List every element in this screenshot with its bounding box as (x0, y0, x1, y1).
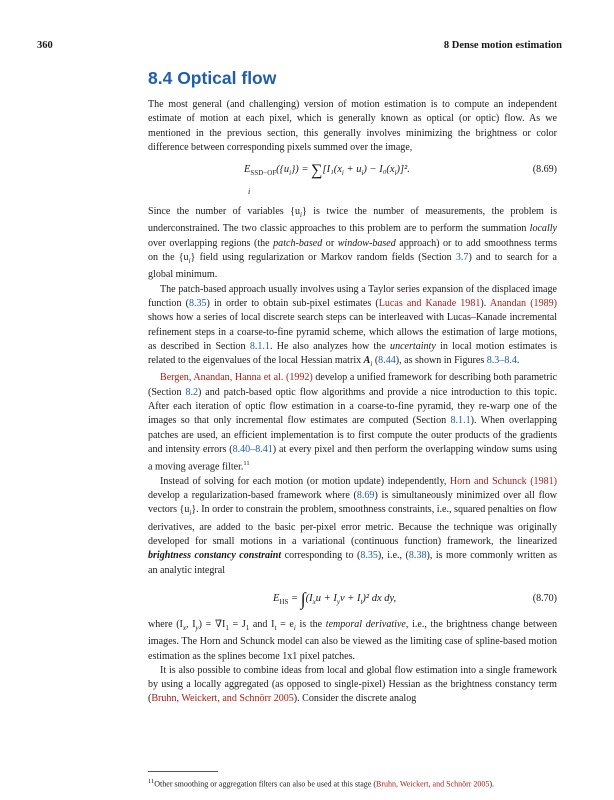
sum-index: i (248, 187, 251, 197)
paragraph-2: Since the number of variables $\{u_i\}$ is twice the number of measurements, the problem is underconstrained. The two classic approaches to this problem are to perform the summation locally over overlapping regions (the patch-based or window-based approach) or to add smoothness terms on the $\{u_i\}$ field using regularization or Markov random fields (Section 3.7) and to search for a global minimum. (148, 206, 557, 281)
ref-link[interactable]: 8.2 (185, 386, 198, 398)
citation-link[interactable]: Lucas and Kanade 1981 (378, 297, 481, 309)
ref-link[interactable]: 8.69 (356, 490, 375, 502)
equation-8-69 (148, 157, 557, 201)
paragraph-3: The patch-based approach usually involves using a Taylor series expansion of the displaced image function (8.35) in order to obtain sub-pixel estimates (Lucas and Kanade 1981). Anandan (1989) shows how a series of local discrete search steps can be interleaved with Lucas–Kanade incremental refinement steps in a coarse-to-fine pyramid scheme, which allows the estimation of large motions, as described in Section 8.1.1. He also analyzes how the uncertainty in local motion estimates is related to the eigenvalues of the local Hessian matrix $A_i$ (8.44), as shown in Figures 8.3–8.4. (148, 283, 557, 369)
paragraph-7: It is also possible to combine ideas from local and global flow estimation into a single framework by using a locally aggregated (as opposed to single-pixel) Hessian as the brightness constancy term (Bruhn, Weickert, and Schnörr 2005). Consider the discrete analog (148, 664, 557, 705)
ref-link[interactable]: 8.1.1 (450, 415, 471, 427)
ref-link[interactable]: 8.40–8.41 (232, 443, 273, 455)
equation-number: (8.69) (532, 164, 557, 176)
equation-8-69-math: $E_{SSD-OF}(\{u_i\}) = \sum[I_1(x_i + u_i) - I_0(x_i)]^2$. (244, 162, 410, 180)
ref-link[interactable]: 8.38 (408, 550, 427, 562)
equation-8-70 (148, 582, 557, 616)
ref-link[interactable]: 8.35 (360, 550, 378, 562)
ref-link[interactable]: 8.44 (378, 355, 396, 367)
paragraph-1: The most general (and challenging) version of motion estimation is to compute an independent estimate of motion at each pixel, which is generally known as optical (or optic) flow. As we mentioned in the previous section, this generally involves minimizing the brightness or color difference between corresponding pixels summed over the image, (148, 99, 557, 153)
page-number: 360 (37, 40, 53, 51)
ref-link[interactable]: 3.7 (455, 252, 469, 264)
citation-link[interactable]: Bergen, Anandan, Hanna et al. (1992) (160, 372, 313, 384)
paragraph-6: where ($I_x$, $I_y) = \nabla I_1 = J_1$ and $I_t = e_i$ is the temporal derivative, i.e., the brightness change between images. The Horn and Schunck model can also be viewed as the limiting case of spline-based motion estimation as the splines become 1x1 pixel patches. (148, 618, 557, 662)
paragraph-5: Instead of solving for each motion (or motion update) independently, Horn and Schunck (1981) develop a regularization-based framework where (8.69) is simultaneously minimized over all flow vectors $\{u_i\}$. In order to constrain the problem, smoothness constraints, i.e., squared penalties on flow derivatives, are added to the basic per-pixel error metric. Because the technique was originally developed for small motions in a variational (continuous function) framework, the linearized brightness constancy constraint corresponding to (8.35), i.e., (8.38), is more commonly written as an analytic integral (148, 475, 558, 576)
section-title: 8.4 Optical flow (148, 68, 277, 88)
citation-link[interactable]: Horn and Schunck (1981) (449, 475, 557, 487)
chapter-title: 8 Dense motion estimation (443, 40, 562, 51)
footnote: $^{11}$Other smoothing or aggregation filters can also be used at this stage (Bruhn, Weickert, and Schnörr 2005). (148, 778, 495, 789)
ref-link[interactable]: 8.1.1 (249, 340, 270, 352)
equation-8-70-math: $E_{HS} = \int(I_xu + I_yv + I_t)^2$ dx dy, (273, 588, 397, 609)
citation-link[interactable]: Anandan (1989) (489, 297, 557, 309)
citation-link[interactable]: Bruhn, Weickert, and Schnörr 2005 (375, 779, 490, 789)
equation-number: (8.70) (532, 592, 557, 604)
paragraph-4: Bergen, Anandan, Hanna et al. (1992) develop a unified framework for describing both parametric (Section 8.2) and patch-based optic flow algorithms and provide a nice introduction to this topic. After each iteration of optic flow estimation in a coarse-to-fine pyramid, they re-warp one of the images so that only incremental flow estimates are computed (Section 8.1.1). When overlapping patches are used, an efficient implementation is to first compute the outer products of the gradients and intensity errors (8.40–8.41) at every pixel and then perform the overlapping window sums using a moving average filter.$^{11}$ (148, 372, 558, 473)
ref-link[interactable]: 8.35 (188, 297, 207, 309)
footnote-mark[interactable]: 11 (243, 460, 250, 468)
body-text (148, 98, 557, 707)
ref-link[interactable]: 8.3–8.4 (486, 355, 517, 367)
citation-link[interactable]: Bruhn, Weickert, and Schnörr 2005 (151, 693, 294, 705)
page-header (0, 40, 614, 56)
footnote-divider (148, 771, 218, 772)
